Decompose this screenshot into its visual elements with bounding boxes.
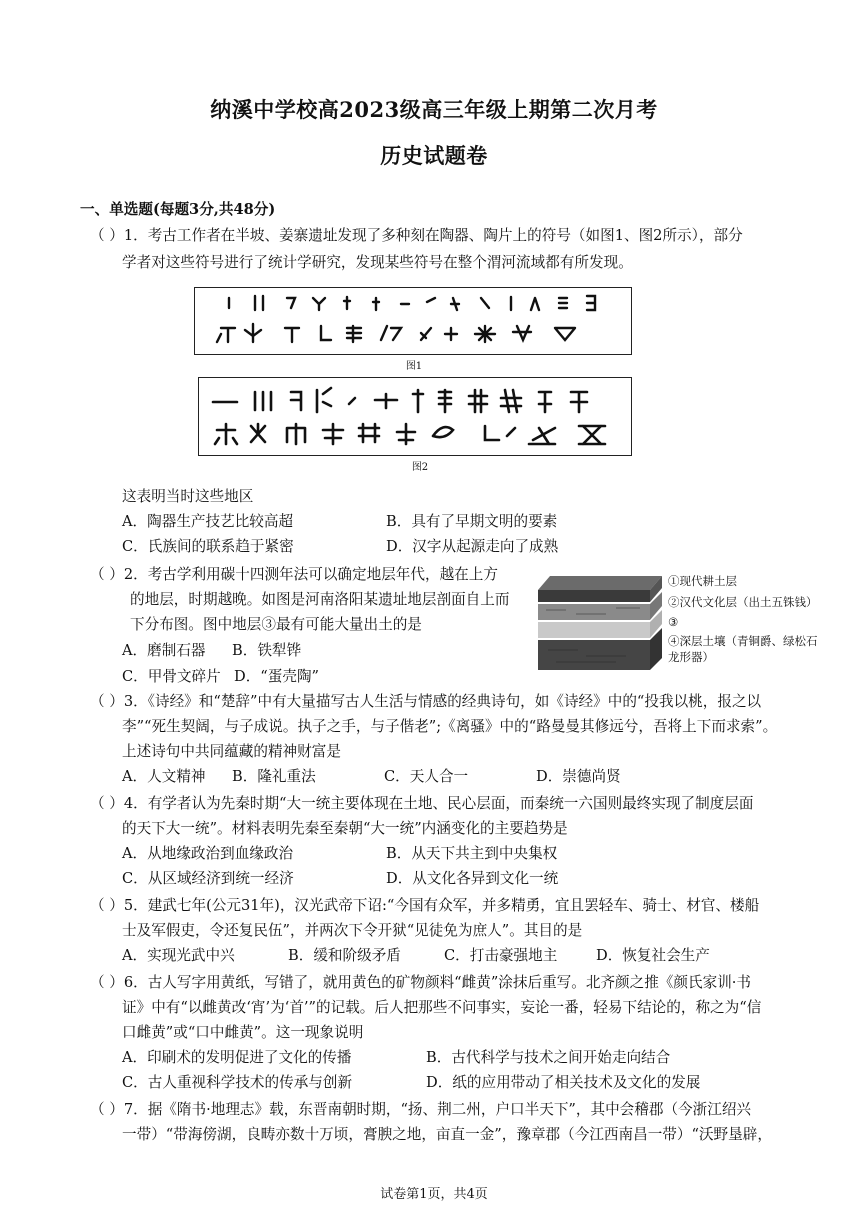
q2-line-1: （ ）2．考古学利用碳十四测年法可以确定地层年代，越在上方 xyxy=(90,566,498,583)
figure-2-caption: 图2 xyxy=(411,462,429,473)
q4-option-d: D．从文化各异到文化一统 xyxy=(386,870,559,887)
q5-option-a: A．实现光武中兴 xyxy=(122,947,235,964)
q4-line-2: 的天下大一统”。材料表明先秦至秦朝“大一统”内涵变化的主要趋势是 xyxy=(122,820,568,837)
q3-line-3: 上述诗句中共同蕴藏的精神财富是 xyxy=(122,743,341,760)
strata-legend-1: ①现代耕土层 xyxy=(668,574,737,588)
q2-option-b: B．铁犁铧 xyxy=(232,642,302,659)
q7-line-2: 一带）“带海傍湖，良畴亦数十万顷，膏腴之地，亩直一金”，豫章郡（今江西南昌一带）“沃野垦辟， xyxy=(122,1126,772,1143)
q1-option-d: D．汉字从起源走向了成熟 xyxy=(386,538,559,555)
q4-option-c: C．从区域经济到统一经济 xyxy=(122,870,294,887)
q3-option-a: A．人文精神 xyxy=(122,768,206,785)
q6-option-a: A．印刷术的发明促进了文化的传播 xyxy=(122,1049,352,1066)
q6-option-d: D．纸的应用带动了相关技术及文化的发展 xyxy=(426,1074,701,1091)
q1-line-2: 学者对这些符号进行了统计学研究，发现某些符号在整个渭河流域都有所发现。 xyxy=(122,254,633,271)
q3-line-2: 李”“死生契阔，与子成说。执子之手，与子偕老”;《离骚》中的“路曼曼其修远兮，吾将上下而求索”。 xyxy=(122,718,778,735)
q4-option-a: A．从地缘政治到血缘政治 xyxy=(122,845,294,862)
q2-line-2: 的地层，时期越晚。如图是河南洛阳某遗址地层剖面自上而 xyxy=(130,591,510,608)
q6-option-b: B．古代科学与技术之间开始走向结合 xyxy=(426,1049,671,1066)
q3-line-1: （ ）3．《诗经》和“楚辞”中有大量描写古人生活与情感的经典诗句，如《诗经》中的“投我以桃，报之以 xyxy=(90,693,762,710)
q4-option-b: B．从天下共主到中央集权 xyxy=(386,845,558,862)
q2-option-d: D．“蛋壳陶” xyxy=(234,668,319,685)
q3-option-b: B．隆礼重法 xyxy=(232,768,316,785)
strata-legend-2: ②汉代文化层（出土五铢钱） xyxy=(668,595,818,609)
figure-2 xyxy=(198,377,632,456)
q6-line-1: （ ）6．古人写字用黄纸，写错了，就用黄色的矿物颜料“雌黄”涂抹后重写。北齐颜之推《颜氏家训·书 xyxy=(90,974,752,991)
strata-legend-3: ③ xyxy=(668,615,679,629)
strata-diagram xyxy=(536,570,662,680)
q6-line-3: 口雌黄”或“口中雌黄”。这一现象说明 xyxy=(122,1024,364,1041)
q1-stem-after: 这表明当时这些地区 xyxy=(122,488,254,505)
section-heading: 一、单选题(每题3分,共48分) xyxy=(80,201,276,218)
q4-line-1: （ ）4．有学者认为先秦时期“大一统主要体现在土地、民心层面，而秦统一六国则最终实现了制度层面 xyxy=(90,795,754,812)
q2-line-3: 下分布图。图中地层③最有可能大量出土的是 xyxy=(130,616,422,633)
figure-1-symbols xyxy=(195,288,631,354)
q2-option-c: C．甲骨文碎片 xyxy=(122,668,221,685)
q1-option-a: A．陶器生产技艺比较高超 xyxy=(122,513,294,530)
figure-2-symbols xyxy=(199,378,631,455)
strata-legend-4: ④深层土壤（青铜爵、绿松石 xyxy=(668,634,818,648)
strata-layers xyxy=(536,570,662,676)
figure-1-caption: 图1 xyxy=(405,361,423,372)
q3-option-c: C．天人合一 xyxy=(384,768,469,785)
q6-option-c: C．古人重视科学技术的传承与创新 xyxy=(122,1074,353,1091)
q5-option-c: C．打击豪强地主 xyxy=(444,947,558,964)
q5-line-2: 士及军假吏，令还复民伍”，并两次下令开狱“见徒免为庶人”。其目的是 xyxy=(122,922,583,939)
q1-option-c: C．氏族间的联系趋于紧密 xyxy=(122,538,294,555)
exam-title: 纳溪中学校高2023级高三年级上期第二次月考 xyxy=(210,97,658,122)
q6-line-2: 证》中有“以雌黄改‘宵’为‘首’”的记载。后人把那些不问事实，妄论一番，轻易下结论的，称之为“信 xyxy=(122,999,762,1016)
q1-option-b: B．具有了早期文明的要素 xyxy=(386,513,558,530)
q1-line-1: （ ）1．考古工作者在半坡、姜寨遗址发现了多种刻在陶器、陶片上的符号（如图1、图2所示），部分 xyxy=(90,227,743,244)
page-footer: 试卷第1页，共4页 xyxy=(380,1187,488,1202)
q5-line-1: （ ）5．建武七年(公元31年)，汉光武帝下诏:“今国有众军，并多精勇，宜且罢轻车、骑士、材官、楼船 xyxy=(90,897,760,914)
figure-1 xyxy=(194,287,632,355)
q5-option-d: D．恢复社会生产 xyxy=(596,947,710,964)
strata-legend-5: 龙形器） xyxy=(668,650,714,664)
q7-line-1: （ ）7．据《隋书·地理志》载，东晋南朝时期，“扬、荆二州，户口半天下”，其中会稽郡（今浙江绍兴 xyxy=(90,1101,752,1118)
q5-option-b: B．缓和阶级矛盾 xyxy=(288,947,401,964)
exam-subtitle: 历史试题卷 xyxy=(380,143,488,168)
q3-option-d: D．崇德尚贤 xyxy=(536,768,621,785)
q2-option-a: A．磨制石器 xyxy=(122,642,206,659)
